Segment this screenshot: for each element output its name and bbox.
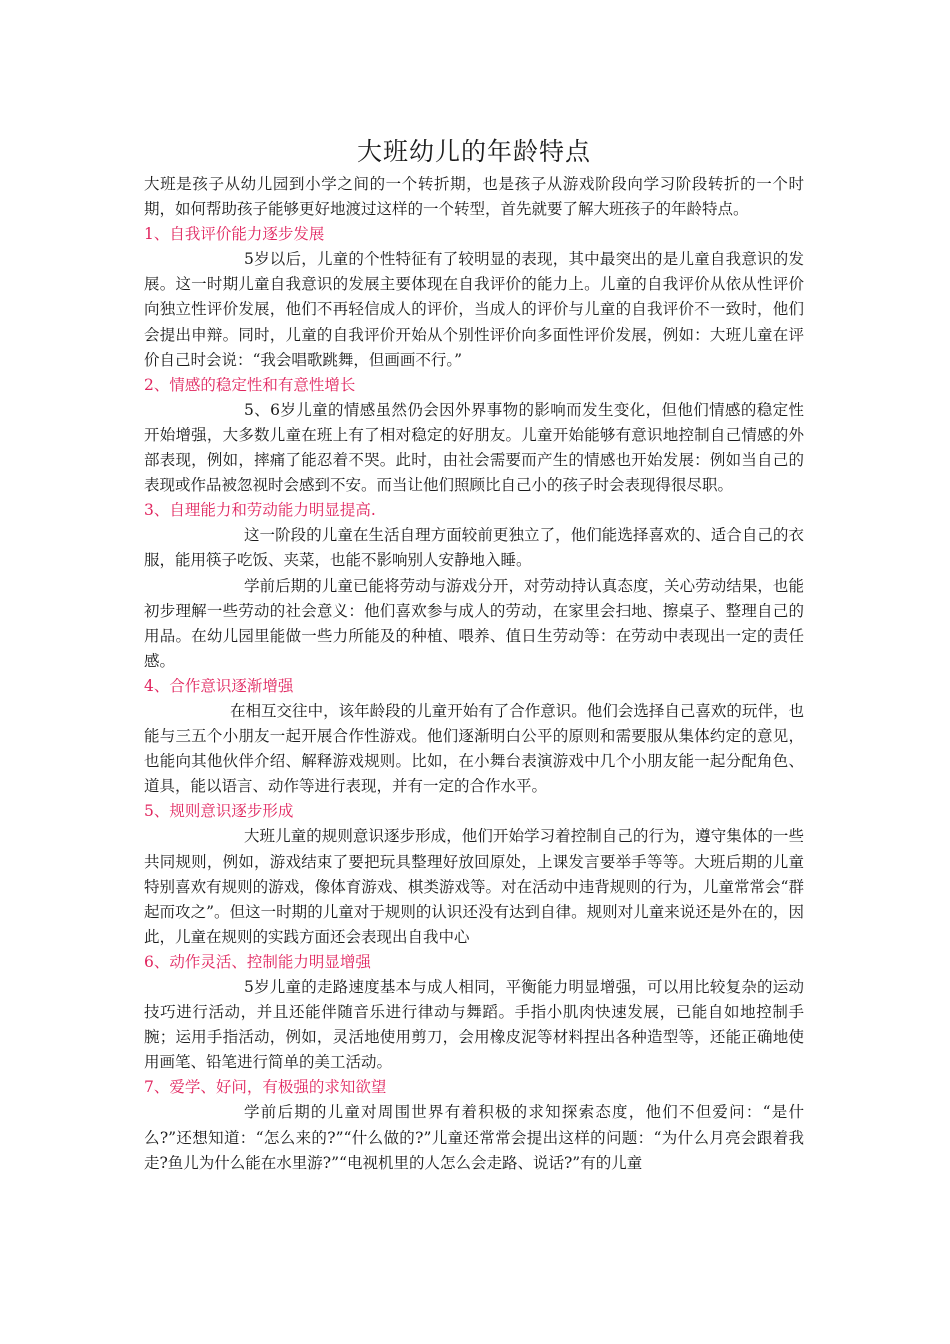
section-1-paragraph-1: 5岁以后，儿童的个性特征有了较明显的表现，其中最突出的是儿童自我意识的发展。这一时期儿童自我意识的发展主要体现在自我评价的能力上。儿童的自我评价从依从性评价向独立性评价发展，他们不再轻信成人的评价，当成人的评价与儿童的自我评价不一致时，他们会提出申辩。同时，儿童的自我评价开始从个别性评价向多面性评价发展，例如：大班儿童在评价自己时会说：“我会唱歌跳舞，但画画不行。” <box>144 250 804 369</box>
section-heading-5: 5、规则意识逐步形成 <box>144 802 294 821</box>
section-3-paragraph-2: 学前后期的儿童已能将劳动与游戏分开，对劳动持认真态度，关心劳动结果，也能初步理解一些劳动的社会意义：他们喜欢参与成人的劳动，在家里会扫地、擦桌子、整理自己的用品。在幼儿园里能做一些力所能及的种植、喂养、值日生劳动等：在劳动中表现出一定的责任感。 <box>144 576 804 670</box>
section-heading-6: 6、动作灵活、控制能力明显增强 <box>144 952 371 971</box>
section-heading-2: 2、情感的稳定性和有意性增长 <box>144 375 356 394</box>
section-6-paragraph-1: 5岁儿童的走路速度基本与成人相同，平衡能力明显增强，可以用比较复杂的运动技巧进行活动，并且还能伴随音乐进行律动与舞蹈。手指小肌肉快速发展，已能自如地控制手腕；运用手指活动，例如，灵活地使用剪刀，会用橡皮泥等材料捏出各种造型等，还能正确地使用画笔、铅笔进行简单的美工活动。 <box>144 978 804 1072</box>
page-title: 大班幼儿的年龄特点 <box>356 137 591 166</box>
section-heading-1: 1、自我评价能力逐步发展 <box>144 225 325 244</box>
section-heading-4: 4、合作意识逐渐增强 <box>144 676 294 695</box>
section-heading-3: 3、自理能力和劳动能力明显提高. <box>144 501 376 520</box>
section-4-paragraph-1: 在相互交往中，该年龄段的儿童开始有了合作意识。他们会选择自己喜欢的玩伴，也能与三五个小朋友一起开展合作性游戏。他们逐渐明白公平的原则和需要服从集体约定的意见，也能向其他伙伴介绍、解释游戏规则。比如，在小舞台表演游戏中几个小朋友能一起分配角色、道具，能以语言、动作等进行表现，并有一定的合作水平。 <box>144 701 804 796</box>
section-2-paragraph-1: 5、6岁儿童的情感虽然仍会因外界事物的影响而发生变化，但他们情感的稳定性开始增强，大多数儿童在班上有了相对稳定的好朋友。儿童开始能够有意识地控制自己情感的外部表现，例如，摔痛了能忍着不哭。此时，由社会需要而产生的情感也开始发展：例如当自己的表现或作品被忽视时会感到不安。而当让他们照顾比自己小的孩子时会表现得很尽职。 <box>144 400 804 495</box>
section-5-paragraph-1: 大班儿童的规则意识逐步形成，他们开始学习着控制自己的行为，遵守集体的一些共同规则，例如，游戏结束了要把玩具整理好放回原处，上课发言要举手等等。大班后期的儿童特别喜欢有规则的游戏，像体育游戏、棋类游戏等。对在活动中违背规则的行为，儿童常常会“群起而攻之”。但这一时期的儿童对于规则的认识还没有达到自律。规则对儿童来说还是外在的，因此，儿童在规则的实践方面还会表现出自我中心 <box>144 827 804 946</box>
section-3-paragraph-1: 这一阶段的儿童在生活自理方面较前更独立了，他们能选择喜欢的、适合自己的衣服，能用筷子吃饭、夹菜，也能不影响别人安静地入睡。 <box>144 526 804 570</box>
section-heading-7: 7、爱学、好问，有极强的求知欲望 <box>144 1078 387 1097</box>
section-7-paragraph-1: 学前后期的儿童对周围世界有着积极的求知探索态度，他们不但爱问：“是什么?”还想知道：“怎么来的?”“什么做的?”儿童还常常会提出这样的问题：“为什么月亮会跟着我走?鱼儿为什么能在水里游?”“电视机里的人怎么会走路、说话?”有的儿童 <box>144 1103 804 1172</box>
intro-paragraph: 大班是孩子从幼儿园到小学之间的一个转折期，也是孩子从游戏阶段向学习阶段转折的一个时期，如何帮助孩子能够更好地渡过这样的一个转型，首先就要了解大班孩子的年龄特点。 <box>144 175 804 219</box>
document-content <box>144 132 804 1176</box>
